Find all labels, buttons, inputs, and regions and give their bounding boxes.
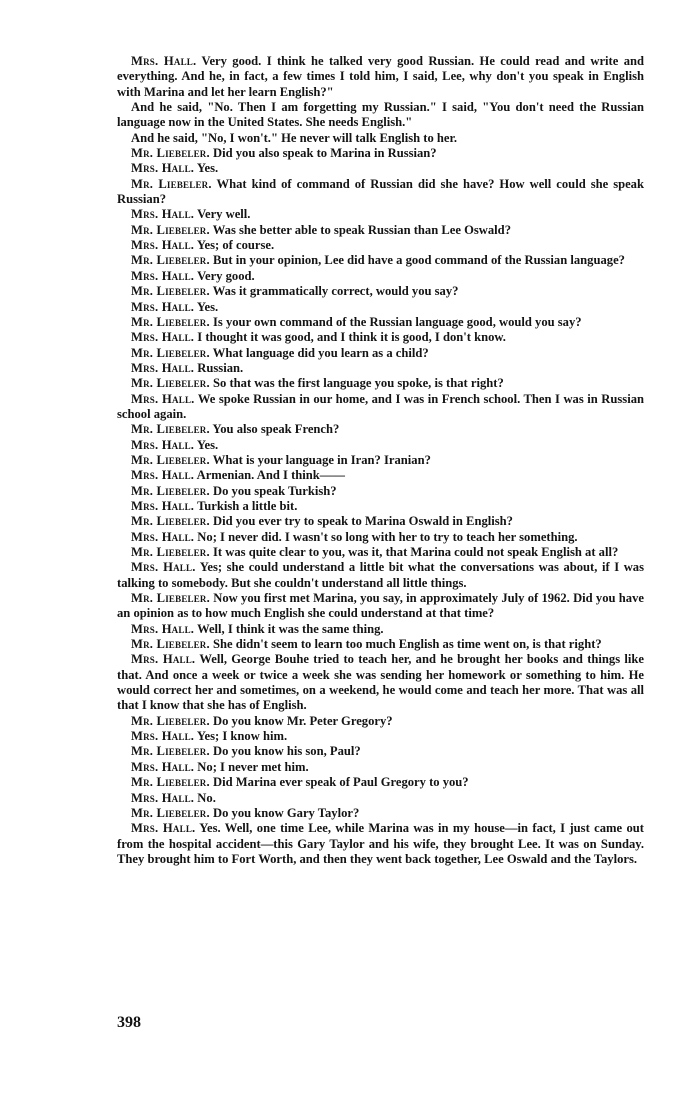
testimony-paragraph [117, 760, 644, 775]
testimony-text: And he said, "No, I won't." He never will talk English to her. [131, 130, 458, 145]
testimony-paragraph [117, 422, 644, 437]
speaker-label: Mrs. Hall. [131, 790, 195, 805]
testimony-paragraph [117, 131, 644, 146]
testimony-paragraph [117, 300, 644, 315]
testimony-text: But in your opinion, Lee did have a good command of the Russian language? [213, 253, 625, 268]
speaker-label: Mr. Liebeler. [131, 591, 210, 606]
testimony-text: Yes. [196, 437, 219, 452]
testimony-text: Yes; I know him. [196, 729, 288, 744]
testimony-text: Yes. Well, one time Lee, while Marina was in my house—in fact, I just came out from the hospital accident—this Gary Taylor and his wife, they brought Lee. It was on Sunday. They brought him to Fort Worth, and then they went back together, Lee Oswald and the Taylors. [117, 821, 644, 866]
speaker-label: Mr. Liebeler. [131, 483, 210, 498]
testimony-paragraph [117, 484, 644, 499]
testimony-paragraph [117, 744, 644, 759]
testimony-text: No. [197, 790, 216, 805]
transcript-body [117, 54, 644, 867]
testimony-paragraph [117, 622, 644, 637]
testimony-paragraph [117, 591, 644, 622]
testimony-paragraph [117, 453, 644, 468]
testimony-text: Was it grammatically correct, would you say? [212, 284, 459, 299]
speaker-label: Mrs. Hall. [131, 821, 196, 836]
speaker-label: Mr. Liebeler. [131, 713, 210, 728]
speaker-label: Mrs. Hall. [131, 498, 195, 513]
speaker-label: Mrs. Hall. [131, 759, 195, 774]
testimony-text: Now you first met Marina, you say, in approximately July of 1962. Did you have an opinion as to how much English she could understand at that time? [117, 591, 644, 621]
speaker-label: Mrs. Hall. [131, 621, 195, 636]
testimony-text: Do you know Gary Taylor? [213, 805, 360, 820]
testimony-paragraph [117, 714, 644, 729]
testimony-text: Very good. I think he talked very good Russian. He could read and write and everything. And he, in fact, a few times I told him, I said, Lee, why don't you speak in English with Marina and let her learn English?" [117, 54, 644, 99]
testimony-text: Well, I think it was the same thing. [197, 621, 384, 636]
testimony-text: Did Marina ever speak of Paul Gregory to you? [213, 775, 469, 790]
testimony-text: No; I never did. I wasn't so long with her to try to teach her something. [197, 529, 578, 544]
testimony-paragraph [117, 791, 644, 806]
testimony-text: What is your language in Iran? Iranian? [212, 452, 431, 467]
speaker-label: Mr. Liebeler. [131, 514, 210, 529]
speaker-label: Mr. Liebeler. [131, 253, 210, 268]
speaker-label: Mr. Liebeler. [131, 637, 210, 652]
speaker-label: Mr. Liebeler. [131, 545, 210, 559]
testimony-paragraph [117, 468, 644, 483]
testimony-text: So that was the first language you spoke, is that right? [213, 376, 504, 391]
speaker-label: Mrs. Hall. [131, 560, 196, 575]
speaker-label: Mrs. Hall. [131, 161, 195, 176]
speaker-label: Mrs. Hall. [131, 299, 195, 314]
speaker-label: Mr. Liebeler. [131, 775, 210, 790]
speaker-label: Mrs. Hall. [131, 330, 195, 345]
testimony-text: We spoke Russian in our home, and I was in French school. Then I was in Russian school again. [117, 391, 645, 421]
speaker-label: Mrs. Hall. [131, 652, 196, 667]
testimony-paragraph [117, 177, 644, 208]
speaker-label: Mr. Liebeler. [131, 744, 210, 759]
speaker-label: Mr. Liebeler. [131, 176, 212, 191]
testimony-paragraph [117, 161, 644, 176]
testimony-text: Armenian. And I think—— [196, 468, 345, 483]
testimony-paragraph [117, 530, 644, 545]
testimony-paragraph [117, 499, 644, 514]
testimony-paragraph [117, 253, 644, 268]
testimony-paragraph [117, 346, 644, 361]
testimony-text: You also speak French? [212, 422, 340, 437]
testimony-text: What language did you learn as a child? [212, 345, 429, 360]
testimony-paragraph [117, 54, 644, 100]
testimony-text: Did you ever try to speak to Marina Oswald in English? [213, 514, 513, 529]
testimony-text: It was quite clear to you, was it, that Marina could not speak English at all? [213, 545, 619, 559]
speaker-label: Mr. Liebeler. [131, 805, 210, 820]
testimony-text: Do you speak Turkish? [213, 483, 337, 498]
testimony-paragraph [117, 514, 644, 529]
testimony-paragraph [117, 207, 644, 222]
testimony-text: Very good. [197, 268, 255, 283]
speaker-label: Mr. Liebeler. [131, 284, 210, 299]
testimony-paragraph [117, 315, 644, 330]
page-number: 398 [117, 1014, 141, 1031]
testimony-text: No; I never met him. [197, 759, 309, 774]
testimony-paragraph [117, 146, 644, 161]
testimony-text: Very well. [197, 207, 251, 222]
speaker-label: Mr. Liebeler. [131, 146, 210, 161]
speaker-label: Mr. Liebeler. [131, 422, 210, 437]
testimony-paragraph [117, 330, 644, 345]
testimony-paragraph [117, 361, 644, 376]
testimony-paragraph [117, 100, 644, 131]
testimony-text: Is your own command of the Russian language good, would you say? [213, 314, 582, 329]
testimony-paragraph [117, 392, 644, 423]
testimony-paragraph [117, 269, 644, 284]
testimony-text: What kind of command of Russian did she have? How well could she speak Russian? [117, 176, 644, 207]
testimony-text: I thought it was good, and I think it is good, I don't know. [197, 330, 506, 345]
testimony-paragraph [117, 438, 644, 453]
testimony-paragraph [117, 729, 644, 744]
testimony-text: Yes. [196, 299, 219, 314]
testimony-paragraph [117, 376, 644, 391]
speaker-label: Mrs. Hall. [131, 729, 195, 744]
testimony-paragraph [117, 223, 644, 238]
testimony-paragraph [117, 545, 644, 560]
speaker-label: Mrs. Hall. [131, 207, 195, 222]
testimony-text: She didn't seem to learn too much English as time went on, is that right? [213, 637, 602, 652]
speaker-label: Mrs. Hall. [131, 360, 195, 375]
speaker-label: Mrs. Hall. [131, 238, 195, 253]
speaker-label: Mrs. Hall. [131, 268, 195, 283]
speaker-label: Mrs. Hall. [131, 437, 195, 452]
testimony-text: And he said, "No. Then I am forgetting my Russian." I said, "You don't need the Russian language now in the United States. She needs English." [117, 100, 644, 130]
testimony-paragraph [117, 652, 644, 713]
testimony-text: Did you also speak to Marina in Russian? [213, 146, 437, 161]
testimony-text: Do you know Mr. Peter Gregory? [213, 713, 393, 728]
testimony-text: Do you know his son, Paul? [213, 744, 361, 759]
testimony-text: Turkish a little bit. [197, 498, 298, 513]
testimony-text: Yes; of course. [196, 238, 275, 253]
testimony-text: Well, George Bouhe tried to teach her, and he brought her books and things like that. And once a week or twice a week she was sending her homework or something to him. He would correct her and sometimes, on a weekend, he would come and teach her more. That was all that I know that she has of English. [117, 652, 644, 713]
speaker-label: Mrs. Hall. [131, 391, 195, 406]
speaker-label: Mrs. Hall. [131, 468, 195, 483]
testimony-paragraph [117, 238, 644, 253]
speaker-label: Mrs. Hall. [131, 529, 195, 544]
testimony-paragraph [117, 560, 644, 591]
speaker-label: Mr. Liebeler. [131, 452, 210, 467]
speaker-label: Mrs. Hall. [131, 54, 197, 68]
testimony-text: Russian. [197, 360, 244, 375]
speaker-label: Mr. Liebeler. [131, 345, 210, 360]
speaker-label: Mr. Liebeler. [131, 314, 210, 329]
testimony-paragraph [117, 637, 644, 652]
speaker-label: Mr. Liebeler. [131, 222, 210, 237]
testimony-paragraph [117, 821, 644, 867]
testimony-paragraph [117, 284, 644, 299]
speaker-label: Mr. Liebeler. [131, 376, 210, 391]
testimony-paragraph [117, 806, 644, 821]
testimony-paragraph [117, 775, 644, 790]
testimony-text: Yes; she could understand a little bit what the conversations was about, if I was talking to somebody. But she couldn't understand all little things. [117, 560, 645, 590]
testimony-text: Was she better able to speak Russian than Lee Oswald? [212, 222, 511, 237]
testimony-text: Yes. [196, 161, 219, 176]
